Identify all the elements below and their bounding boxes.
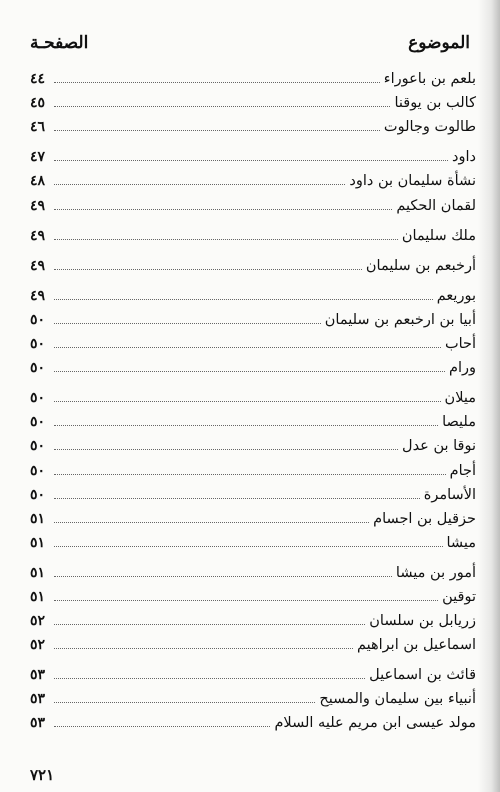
entry-page-number: ٥٣ [30,691,46,708]
dot-leader [54,269,362,270]
toc-entry [30,606,476,630]
entry-title: ملك سليمان [401,227,476,244]
page-column-label: الصفحـة [30,33,89,53]
entry-title: أنبياء بين سليمان والمسيح [319,691,476,708]
page-number: ٧٢١ [30,766,55,784]
entry-page-number: ٥١ [30,534,46,551]
toc-entry [30,407,476,431]
toc-entry [30,630,476,654]
toc-entry [30,708,476,732]
entry-title: توقين [442,588,476,605]
dot-leader [54,600,438,601]
dot-leader [54,648,353,649]
entry-page-number: ٥٣ [30,715,46,732]
dot-leader [54,130,380,131]
toc-entry [30,142,476,166]
toc-entry [30,558,476,582]
toc-entry [30,251,476,275]
entry-title: ميشا [446,534,476,551]
entry-page-number: ٤٨ [30,173,46,190]
entry-title: الأسامرة [423,486,476,503]
entry-title: مولد عيسى ابن مريم عليه السلام [274,715,476,732]
toc-entry [30,329,476,353]
entry-page-number: ٥٠ [30,414,46,431]
entry-page-number: ٥٠ [30,360,46,377]
entry-title: اسماعيل بن ابراهيم [356,637,476,654]
dot-leader [54,82,380,83]
toc-entry [30,480,476,504]
dot-leader [54,239,398,240]
toc-list [30,64,476,732]
entry-page-number: ٥٠ [30,486,46,503]
toc-entry [30,455,476,479]
dot-leader [54,726,270,727]
entry-page-number: ٥١ [30,510,46,527]
entry-title: أمور بن ميشا [395,564,476,581]
dot-leader [54,546,443,547]
toc-entry [30,582,476,606]
entry-page-number: ٥٠ [30,438,46,455]
topic-column-label: الموضوع [408,33,470,53]
entry-title: أبيا بن ارخبعم بن سليمان [324,311,476,328]
dot-leader [54,347,441,348]
entry-page-number: ٤٥ [30,95,46,112]
entry-title: ورام [448,360,476,377]
entry-title: طالوت وجالوت [383,119,476,136]
entry-page-number: ٥٢ [30,613,46,630]
toc-entry [30,112,476,136]
dot-leader [54,425,438,426]
entry-title: بوريعم [436,287,476,304]
dot-leader [54,323,321,324]
dot-leader [54,678,365,679]
entry-title: نشأة سليمان بن داود [349,173,476,190]
entry-title: داود [452,149,476,166]
entry-page-number: ٥٣ [30,667,46,684]
toc-entry [30,221,476,245]
dot-leader [54,209,392,210]
dot-leader [54,498,420,499]
toc-entry [30,383,476,407]
entry-page-number: ٤٩ [30,197,46,214]
dot-leader [54,576,392,577]
entry-title: نوقا بن عدل [402,438,476,455]
toc-entry [30,281,476,305]
entry-title: أحاب [444,336,476,353]
toc-entry [30,353,476,377]
entry-title: أرخبعم بن سليمان [365,257,476,274]
entry-title: لقمان الحكيم [396,197,476,214]
entry-title: بلعم بن باعوراء [383,71,476,88]
dot-leader [54,474,446,475]
entry-page-number: ٤٩ [30,227,46,244]
page-edge-shadow [478,0,500,792]
entry-title: أجام [449,462,476,479]
entry-title: كالب بن يوقنا [394,95,476,112]
toc-header [30,30,470,56]
dot-leader [54,184,345,185]
toc-entry [30,88,476,112]
dot-leader [54,624,365,625]
entry-title: مليصا [442,414,476,431]
dot-leader [54,449,398,450]
entry-title: زريابل بن سلسان [369,613,476,630]
entry-page-number: ٤٦ [30,119,46,136]
dot-leader [54,702,315,703]
toc-entry [30,504,476,528]
dot-leader [54,106,390,107]
entry-page-number: ٥١ [30,588,46,605]
toc-entry [30,64,476,88]
dot-leader [54,401,441,402]
toc-entry [30,431,476,455]
toc-entry [30,684,476,708]
entry-page-number: ٤٩ [30,287,46,304]
entry-title: ميلان [444,390,476,407]
dot-leader [54,522,369,523]
entry-page-number: ٥٠ [30,462,46,479]
dot-leader [54,299,433,300]
entry-title: قائث بن اسماعيل [369,667,476,684]
dot-leader [54,371,445,372]
toc-entry [30,305,476,329]
entry-page-number: ٥٠ [30,336,46,353]
entry-page-number: ٥٠ [30,311,46,328]
entry-page-number: ٤٤ [30,71,46,88]
toc-entry [30,166,476,190]
dot-leader [54,160,448,161]
entry-page-number: ٤٧ [30,149,46,166]
entry-page-number: ٤٩ [30,257,46,274]
entry-page-number: ٥٠ [30,390,46,407]
toc-entry [30,190,476,214]
toc-entry [30,528,476,552]
entry-page-number: ٥٢ [30,637,46,654]
toc-entry [30,660,476,684]
entry-page-number: ٥١ [30,564,46,581]
entry-title: حزقيل بن اجسام [373,510,476,527]
